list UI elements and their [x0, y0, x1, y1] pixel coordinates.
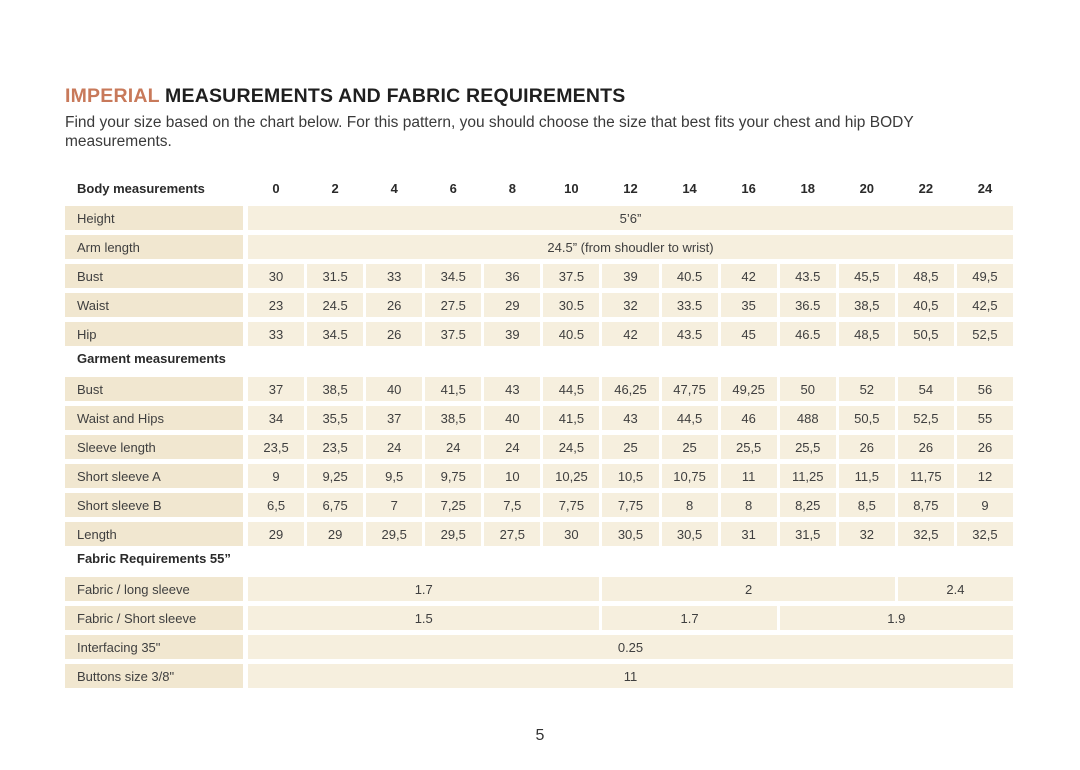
cell: 24.5” (from shoudler to wrist): [248, 235, 1013, 259]
row-label: Arm length: [65, 235, 243, 259]
cell: 24,5: [543, 435, 599, 459]
cell: 7: [366, 493, 422, 517]
cell: 36.5: [780, 293, 836, 317]
cell: 24.5: [307, 293, 363, 317]
measurements-table: [65, 180, 1013, 693]
table-row: [65, 464, 1013, 488]
table-row: [65, 377, 1013, 401]
cell: 33: [366, 264, 422, 288]
cell: 46,25: [602, 377, 658, 401]
size-column-header: 0: [272, 180, 280, 196]
cell: 50,5: [839, 406, 895, 430]
cell: 40.5: [662, 264, 718, 288]
cell: 8,5: [839, 493, 895, 517]
cell: 25: [662, 435, 718, 459]
cell: 42: [721, 264, 777, 288]
cell: 43.5: [780, 264, 836, 288]
cell: 9,5: [366, 464, 422, 488]
cell: 25,5: [721, 435, 777, 459]
cell: 38,5: [307, 377, 363, 401]
cell: 29: [307, 522, 363, 546]
page-title: [65, 85, 950, 108]
cell: 27.5: [425, 293, 481, 317]
cell: 43: [602, 406, 658, 430]
cell: 30: [543, 522, 599, 546]
cell: 38,5: [839, 293, 895, 317]
cell: 41,5: [425, 377, 481, 401]
row-label: Fabric / long sleeve: [65, 577, 243, 601]
row-label: Bust: [65, 264, 243, 288]
cell: 6,5: [248, 493, 304, 517]
cell: 33.5: [662, 293, 718, 317]
size-column-header: 18: [800, 180, 815, 196]
cell: 50,5: [898, 322, 954, 346]
cell: 37: [366, 406, 422, 430]
size-column-header: 2: [331, 180, 339, 196]
cell: 32: [602, 293, 658, 317]
cell: 25: [602, 435, 658, 459]
cell: 2.4: [898, 577, 1013, 601]
table-row: [65, 264, 1013, 288]
row-label: Waist and Hips: [65, 406, 243, 430]
cell: 9: [957, 493, 1013, 517]
cell: 52,5: [957, 322, 1013, 346]
size-column-header: 22: [918, 180, 934, 196]
table-row: [65, 322, 1013, 346]
row-label: Short sleeve B: [65, 493, 243, 517]
table-row: [65, 606, 1013, 630]
cell: 24: [484, 435, 540, 459]
table-row: [65, 235, 1013, 259]
cell: 26: [957, 435, 1013, 459]
cell: 40: [484, 406, 540, 430]
size-column-header: 8: [508, 180, 516, 196]
cell: 1.9: [780, 606, 1013, 630]
cell: 40,5: [898, 293, 954, 317]
cell: 39: [484, 322, 540, 346]
cell: 31: [721, 522, 777, 546]
cell: 7,75: [543, 493, 599, 517]
cell: 34: [248, 406, 304, 430]
cell: 1.5: [248, 606, 599, 630]
cell: 44,5: [662, 406, 718, 430]
table-row: [65, 635, 1013, 659]
cell: 26: [366, 322, 422, 346]
cell: 54: [898, 377, 954, 401]
size-column-header: 10: [564, 180, 579, 196]
cell: 47,75: [662, 377, 718, 401]
table-row: [65, 664, 1013, 688]
cell: 8,25: [780, 493, 836, 517]
page-title-accent: IMPERIAL: [65, 85, 160, 107]
cell: 37: [248, 377, 304, 401]
table-row: [65, 406, 1013, 430]
cell: 5’6”: [248, 206, 1013, 230]
size-column-header: 4: [390, 180, 398, 196]
table-header-row: [65, 180, 1013, 196]
cell: 34.5: [307, 322, 363, 346]
cell: 44,5: [543, 377, 599, 401]
cell: 43.5: [662, 322, 718, 346]
cell: 10,75: [662, 464, 718, 488]
table-row: [65, 435, 1013, 459]
cell: 8: [721, 493, 777, 517]
cell: 11,25: [780, 464, 836, 488]
cell: 42: [602, 322, 658, 346]
cell: 30: [248, 264, 304, 288]
cell: 9: [248, 464, 304, 488]
cell: 8: [662, 493, 718, 517]
cell: 46.5: [780, 322, 836, 346]
cell: 24: [425, 435, 481, 459]
cell: 48,5: [839, 322, 895, 346]
cell: 24: [366, 435, 422, 459]
table-row: [65, 206, 1013, 230]
cell: 38,5: [425, 406, 481, 430]
cell: 11,75: [898, 464, 954, 488]
cell: 11,5: [839, 464, 895, 488]
cell: 41,5: [543, 406, 599, 430]
cell: 10,25: [543, 464, 599, 488]
page-title-main: MEASUREMENTS AND FABRIC REQUIREMENTS: [165, 85, 626, 107]
row-label: Waist: [65, 293, 243, 317]
cell: 9,25: [307, 464, 363, 488]
cell: 36: [484, 264, 540, 288]
section-header: Garment measurements: [77, 351, 226, 366]
cell: 40.5: [543, 322, 599, 346]
cell: 52,5: [898, 406, 954, 430]
cell: 31,5: [780, 522, 836, 546]
size-column-header: 12: [623, 180, 638, 196]
cell: 45: [721, 322, 777, 346]
cell: 37.5: [425, 322, 481, 346]
cell: 11: [721, 464, 777, 488]
row-label: Bust: [65, 377, 243, 401]
cell: 29,5: [366, 522, 422, 546]
table-row: [65, 493, 1013, 517]
table-row: [65, 293, 1013, 317]
size-column-header: 6: [449, 180, 457, 196]
cell: 30,5: [602, 522, 658, 546]
cell: 33: [248, 322, 304, 346]
cell: 1.7: [248, 577, 599, 601]
cell: 34.5: [425, 264, 481, 288]
row-label: Short sleeve A: [65, 464, 243, 488]
cell: 43: [484, 377, 540, 401]
cell: 56: [957, 377, 1013, 401]
cell: 26: [366, 293, 422, 317]
cell: 10,5: [602, 464, 658, 488]
cell: 6,75: [307, 493, 363, 517]
cell: 26: [839, 435, 895, 459]
cell: 31.5: [307, 264, 363, 288]
row-label: Hip: [65, 322, 243, 346]
size-column-header: 14: [682, 180, 697, 196]
cell: 2: [602, 577, 894, 601]
row-label: Length: [65, 522, 243, 546]
cell: 45,5: [839, 264, 895, 288]
row-label: Fabric / Short sleeve: [65, 606, 243, 630]
cell: 9,75: [425, 464, 481, 488]
cell: 32,5: [898, 522, 954, 546]
intro-text: Find your size based on the chart below. For this pattern, you should choose the size that best fits your chest and hip BODY measurements.: [65, 114, 914, 150]
cell: 32,5: [957, 522, 1013, 546]
table-row: [65, 577, 1013, 601]
cell: 32: [839, 522, 895, 546]
cell: 55: [957, 406, 1013, 430]
size-column-header: 20: [859, 180, 875, 196]
cell: 52: [839, 377, 895, 401]
size-column-header: 24: [977, 180, 993, 196]
row-label: Sleeve length: [65, 435, 243, 459]
cell: 23,5: [307, 435, 363, 459]
cell: 35: [721, 293, 777, 317]
cell: 12: [957, 464, 1013, 488]
cell: 29: [248, 522, 304, 546]
page-number: 5: [535, 727, 545, 744]
cell: 27,5: [484, 522, 540, 546]
cell: 48,5: [898, 264, 954, 288]
cell: 7,25: [425, 493, 481, 517]
cell: 7,75: [602, 493, 658, 517]
cell: 50: [780, 377, 836, 401]
cell: 35,5: [307, 406, 363, 430]
cell: 0.25: [248, 635, 1013, 659]
cell: 49,25: [721, 377, 777, 401]
section-header: Fabric Requirements 55”: [77, 551, 231, 566]
cell: 30.5: [543, 293, 599, 317]
cell: 8,75: [898, 493, 954, 517]
row-label: Height: [65, 206, 243, 230]
cell: 26: [898, 435, 954, 459]
title-block: [65, 85, 950, 151]
cell: 488: [780, 406, 836, 430]
cell: 7,5: [484, 493, 540, 517]
row-label: Buttons size 3/8": [65, 664, 243, 688]
cell: 1.7: [602, 606, 776, 630]
cell: 11: [248, 664, 1013, 688]
cell: 29: [484, 293, 540, 317]
table-row: [65, 522, 1013, 546]
cell: 40: [366, 377, 422, 401]
cell: 46: [721, 406, 777, 430]
cell: 23: [248, 293, 304, 317]
table-header-label: Body measurements: [77, 180, 205, 196]
cell: 42,5: [957, 293, 1013, 317]
cell: 30,5: [662, 522, 718, 546]
cell: 49,5: [957, 264, 1013, 288]
cell: 39: [602, 264, 658, 288]
cell: 37.5: [543, 264, 599, 288]
size-column-header: 16: [741, 180, 756, 196]
cell: 10: [484, 464, 540, 488]
cell: 25,5: [780, 435, 836, 459]
cell: 29,5: [425, 522, 481, 546]
row-label: Interfacing 35": [65, 635, 243, 659]
cell: 23,5: [248, 435, 304, 459]
